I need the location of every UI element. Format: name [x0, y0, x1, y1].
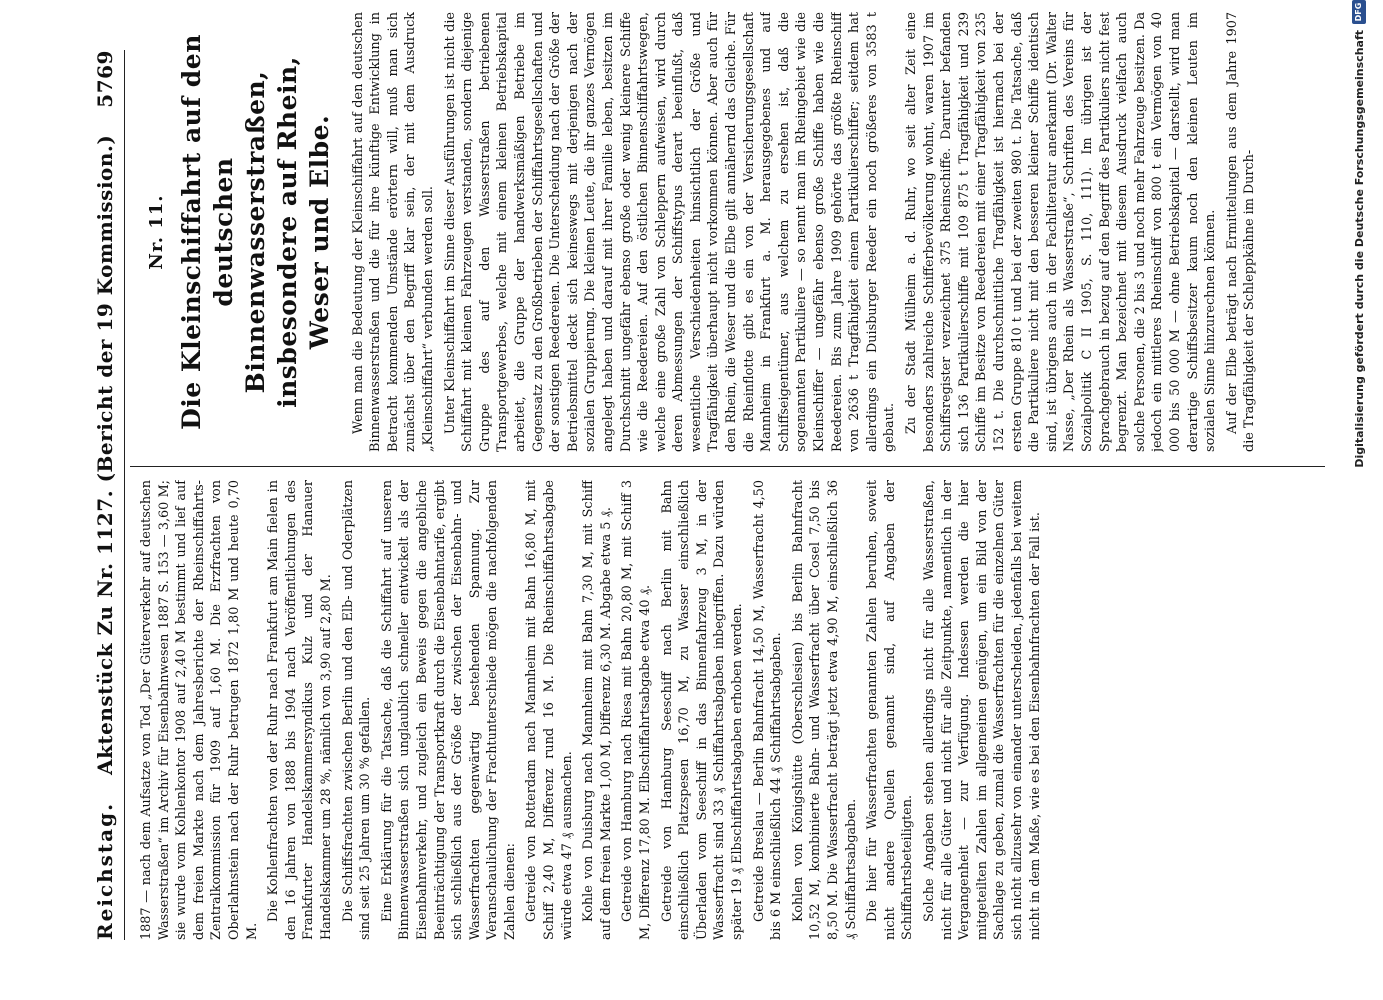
header-rule [124, 50, 125, 940]
paragraph: Die hier für Wasserfrachten genannten Zahlen beruhen, soweit nicht andere Quellen genannt sind, auf Angaben der Schiffahrtsbeteiligten. [865, 480, 916, 940]
right-column [138, 12, 1318, 452]
paragraph: Eine Erklärung für die Tatsache, daß die Schiffahrt auf unseren Binnenwasserstraßen sich unglaublich schneller entwickelt als der Eisenbahnverkehr, und zugleich ein Beweis gegen die angebliche Beeinträchtigung der Transportkraft durch die Eisenbahntarife, ergibt sich schließlich aus der Größe der zwischen der Eisenbahn- und Wasserfrachten gegenwärtig bestehenden Spannung. Zur Veranschaulichung der Frachtunterschiede mögen die nachfolgenden Zahlen dienen: [379, 480, 518, 940]
dfg-logo-icon: DFG [1352, 0, 1366, 24]
paragraph: Die Schiffsfrachten zwischen Berlin und den Elb- und Oderplätzen sind seit 25 Jahren um 30 % gefallen. [340, 480, 374, 940]
article-title: Die Kleinschiffahrt auf den deutschen Binnenwasserstraßen, insbesondere auf Rhein, Weser und Elbe. [176, 34, 334, 430]
paragraph: Getreide von Rotterdam nach Mannheim mit Bahn 16,80 M, mit Schiff 2,40 M, Differenz rund 16 M. Die Rheinschiffahrtsabgabe würde etwa 47 ₰ ausmachen. [524, 480, 575, 940]
paragraph: Wenn man die Bedeutung der Kleinschiffahrt auf den deutschen Binnenwasserstraßen und die für ihre künftige Entwicklung in Betracht kommenden Umstände erörtern will, muß man sich zunächst über den Begriff klar sein, der mit dem Ausdruck „Kleinschiffahrt“ verbunden werden soll. [350, 12, 436, 452]
header-source: Reichstag. [93, 801, 117, 940]
paragraph: Kohle von Duisburg nach Mannheim mit Bahn 7,30 M, mit Schiff auf dem freien Markte 1,00 M, Differenz 6,30 M. Abgabe etwa 5 ₰. [581, 480, 614, 940]
paragraph: Die Kohlenfrachten von der Ruhr nach Frankfurt am Main fielen in den 16 Jahren von 1888 bis 1904 nach Veröffentlichungen des Frankfurter Handelskammersyndikus Kulz und der Hanauer Handelskammer um 28 %, nämlich von 3,90 auf 2,80 M. [266, 480, 334, 940]
paragraph: Getreide von Hamburg nach Riesa mit Bahn 20,80 M, mit Schiff 3 M, Differenz 17,80 M. Elbschiffahrtsabgabe etwa 40 ₰. [620, 480, 654, 940]
digitization-credit [1352, 0, 1366, 600]
paragraph: Zu der Stadt Mülheim a. d. Ruhr, wo seit alter Zeit eine besonders zahlreiche Schifferbevölkerung wohnt, waren 1907 im Schiffsregister verzeichnet 375 Rheinschiffe. Darunter befanden sich 136 Partikulierschiffe mit 109 875 t Tragfähigkeit und 239 Schiffe im Besitze von Reedereien mit einer Tragfähigkeit von 235 152 t. Die durchschnittliche Tragfähigkeit ist hiernach bei der ersten Gruppe 810 t und bei der zweiten 980 t. Die Tatsache, daß die Partikuliere nicht mit den besseren kleiner Schiffe identisch sind, ist übrigens auch in der Fachliteratur anerkannt (Dr. Walter Nasse, „Der Rhein als Wasserstraße“, Schriften des Vereins für Sozialpolitik C II 1905, S. 110, 111). Im übrigen ist der Sprachgebrauch in bezug auf den Begriff des Partikuliers nicht fest begrenzt. Man bezeichnet mit diesem Ausdruck vielfach auch solche Personen, die 2 bis 3 und noch mehr Fahrzeuge besitzen. Da jedoch ein mittleres Rheinschiff von 800 t ein Vermögen von 40 000 bis 50 000 M — ohne Betriebskapital — darstellt, wird man derartige Schiffsbesitzer kaum noch den kleinen Leuten im sozialen Sinne hinzurechnen können. [904, 12, 1219, 452]
column-divider [130, 466, 1325, 467]
paragraph: Unter Kleinschiffahrt im Sinne dieser Ausführungen ist nicht die Schiffahrt mit kleinen Fahrzeugen verstanden, sondern diejenige Gruppe des auf den Wasserstraßen betriebenen Transportgewerbes, welche mit einem kleinen Betriebskapital arbeitet, die Gruppe der handwerksmäßigen Betriebe im Gegensatz zu den Großbetrieben der Schiffahrtsgesellschaften und der sonstigen Reedereien. Die Unterscheidung nach der Größe der Betriebsmittel deckt sich keineswegs mit derjenigen nach der sozialen Gruppierung. Die kleinen Leute, die ihr ganzes Vermögen angelegt haben und darauf mit ihrer Familie leben, besitzen im Durchschnitt ungefähr ebenso große oder wenig kleinere Schiffe wie die Reedereien. Auf den östlichen Binnenschiffahrtswegen, welche eine große Zahl von Schleppern aufweisen, wird durch deren Abmessungen der Schiffstypus derart beeinflußt, daß wesentliche Verschiedenheiten hinsichtlich der Größe und Tragfähigkeit überhaupt nicht vorkommen können. Aber auch für den Rhein, die Weser und die Elbe gilt annähernd das Gleiche. Für die Rheinflotte gibt es ein von der Versicherungsgesellschaft Mannheim in Frankfurt a. M. herausgegebenes und auf Schiffseigentümer, aus welchem zu ersehen ist, daß die sogenannten Partikuliere — so nennt man im Rheingebiet wie die Kleinschiffer — ungefähr ebenso große Schiffe haben wie die Reedereien. Bis zum Jahre 1909 gehörte das größte Rheinschiff von 2636 t Tragfähigkeit einem Partikulierschiffer; seitdem hat allerdings ein Duisburger Reeder ein noch größeres von 3583 t gebaut. [442, 12, 898, 452]
article-number: Nr. 11. [146, 194, 167, 270]
paragraph: Kohlen von Königshütte (Oberschlesien) bis Berlin Bahnfracht 10,52 M, kombinierte Bahn- und Wasserfracht über Cosel 7,50 bis 8,50 M. Die Wasserfracht beträgt jetzt etwa 4,90 M, einschließlich 36 ₰ Schiffahrtsabgaben. [790, 480, 859, 940]
header-title: Aktenstück Zu Nr. 1127. (Bericht der 19 Kommission.) [93, 134, 117, 775]
page-number: 5769 [93, 50, 117, 108]
paragraph: Getreide von Hamburg Seeschiff nach Berlin mit Bahn einschließlich Platzspesen 16,70 M, zu Wasser einschließlich Überladen vom Seeschiff in das Binnenfahrzeug 3 M, in der Wasserfracht sind 33 ₰ Schiffahrtsabgaben inbegriffen. Dazu würden später 19 ₰ Elbschiffahrtsabgaben erhoben werden. [659, 480, 745, 940]
left-column [138, 480, 1318, 940]
paragraph: Auf der Elbe beträgt nach Ermittelungen aus dem Jahre 1907 die Tragfähigkeit der Schleppkähne im Durch- [1224, 12, 1258, 452]
paragraph: 1887 — nach dem Aufsatze von Tod „Der Güterverkehr auf deutschen Wasserstraßen“ im Archiv für Eisenbahnwesen 1887 S. 153 — 3,60 M; sie wurde vom Kohlenkontor 1908 auf 2,40 M bestimmt und lief auf dem freien Markte nach dem Jahresberichte der Rheinschiffahrts-Zentralkommission für 1909 auf 1,60 M. Die Erzfrachten von Oberlahnstein nach der Ruhr betrugen 1872 1,80 M und heute 0,70 M. [139, 480, 260, 940]
paragraph: Getreide Breslau — Berlin Bahnfracht 14,50 M, Wasserfracht 4,50 bis 6 M einschließlich 44 ₰ Schiffahrtsabgaben. [751, 480, 785, 940]
page-header [88, 50, 122, 940]
credit-text: Digitalisierung gefördert durch die Deutsche Forschungsgemeinschaft [1352, 30, 1366, 468]
paragraph: Solche Angaben stehen allerdings nicht für alle Wasserstraßen, nicht für alle Güter und nicht für alle Zeitpunkte, namentlich in der Vergangenheit — zur Verfügung. Indessen werden die hier mitgeteilten Zahlen im allgemeinen genügen, um ein Bild von der Sachlage zu geben, zumal die Wasserfrachten für die einzelnen Güter sich nicht allzusehr von einander unterscheiden, jedenfalls bei weitem nicht in dem Maße, wie es bei den Eisenbahnfrachten der Fall ist. [921, 480, 1043, 940]
